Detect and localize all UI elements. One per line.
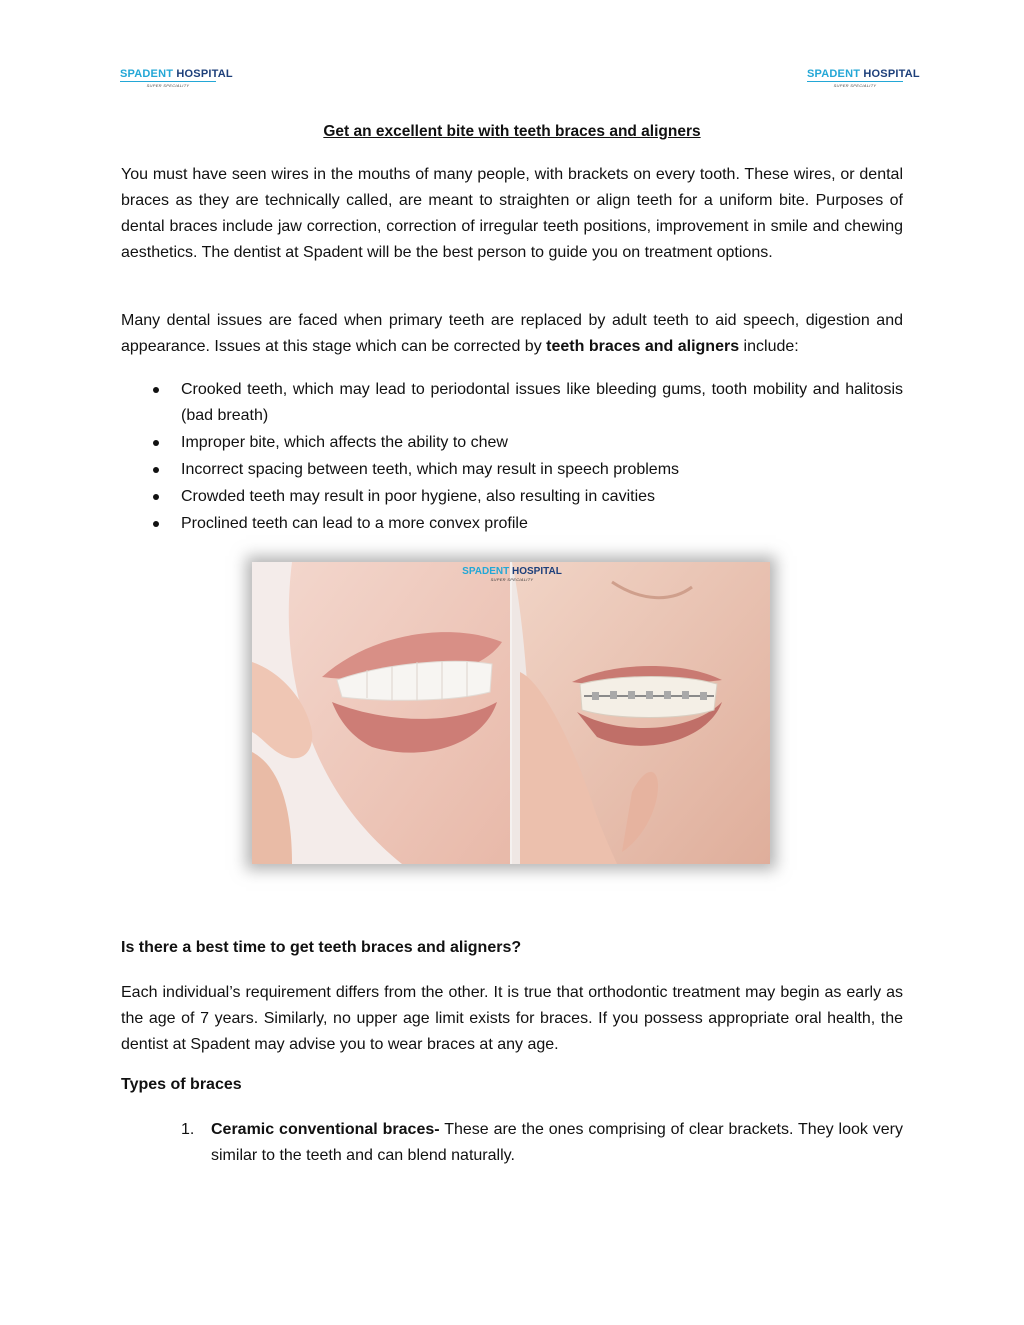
list-item: Crowded teeth may result in poor hygiene, also resulting in cavities: [121, 484, 903, 510]
logo-wordmark: SPADENT HOSPITAL: [120, 68, 233, 80]
list-item: Incorrect spacing between teeth, which may result in speech problems: [121, 457, 903, 483]
bullet-icon: [153, 494, 159, 500]
issues-list: [121, 377, 903, 538]
types-heading: Types of braces: [121, 1076, 242, 1093]
list-number: 1.: [181, 1121, 195, 1138]
spadent-logo-left: [120, 68, 233, 88]
bullet-icon: [153, 521, 159, 527]
bullet-icon: [153, 387, 159, 393]
photo-watermark-logo: SPADENT HOSPITAL SUPER SPECIALITY: [462, 566, 562, 582]
logo-tagline: SUPER SPECIALITY: [146, 83, 190, 88]
logo-rule: [807, 81, 903, 82]
logo-wordmark: SPADENT HOSPITAL: [807, 68, 920, 80]
page-title: Get an excellent bite with teeth braces and aligners: [323, 123, 701, 140]
issues-intro-emphasis: teeth braces and aligners: [546, 338, 740, 355]
best-time-heading: Is there a best time to get teeth braces and aligners?: [121, 939, 522, 956]
photo-illustration: [252, 562, 770, 864]
types-list: [181, 1117, 903, 1169]
list-item: Improper bite, which affects the ability to chew: [121, 430, 903, 456]
list-item: Proclined teeth can lead to a more convex profile: [121, 511, 903, 537]
logo-tagline: SUPER SPECIALITY: [833, 83, 877, 88]
bullet-icon: [153, 467, 159, 473]
type-name: Ceramic conventional braces-: [211, 1121, 440, 1138]
list-item: Crooked teeth, which may lead to periodontal issues like bleeding gums, tooth mobility and halitosis (bad breath): [121, 377, 903, 429]
logo-rule: [120, 81, 216, 82]
intro-paragraph: You must have seen wires in the mouths of many people, with brackets on every tooth. These wires, or dental braces as they are technically called, are meant to straighten or align teeth for a uniform bite. Purposes of dental braces include jaw correction, correction of irregular teeth positions, improvement in smile and chewing aesthetics. The dentist at Spadent will be the best person to guide you on treatment options.: [121, 166, 903, 261]
spadent-logo-right: [807, 68, 920, 88]
best-time-paragraph: Each individual’s requirement differs from the other. It is true that orthodontic treatment may begin as early as the age of 7 years. Similarly, no upper age limit exists for braces. If you possess appropriate oral health, the dentist at Spadent may advise you to wear braces at any age.: [121, 984, 903, 1053]
bullet-icon: [153, 440, 159, 446]
braces-aligners-photo: [252, 562, 770, 864]
list-item: 1. Ceramic conventional braces- These are the ones comprising of clear brackets. They look very similar to the teeth and can blend naturally.: [181, 1117, 903, 1169]
issues-intro-paragraph: Many dental issues are faced when primary teeth are replaced by adult teeth to aid speech, digestion and appearance. Issues at this stage which can be corrected by teeth braces and aligners include:: [121, 312, 903, 355]
